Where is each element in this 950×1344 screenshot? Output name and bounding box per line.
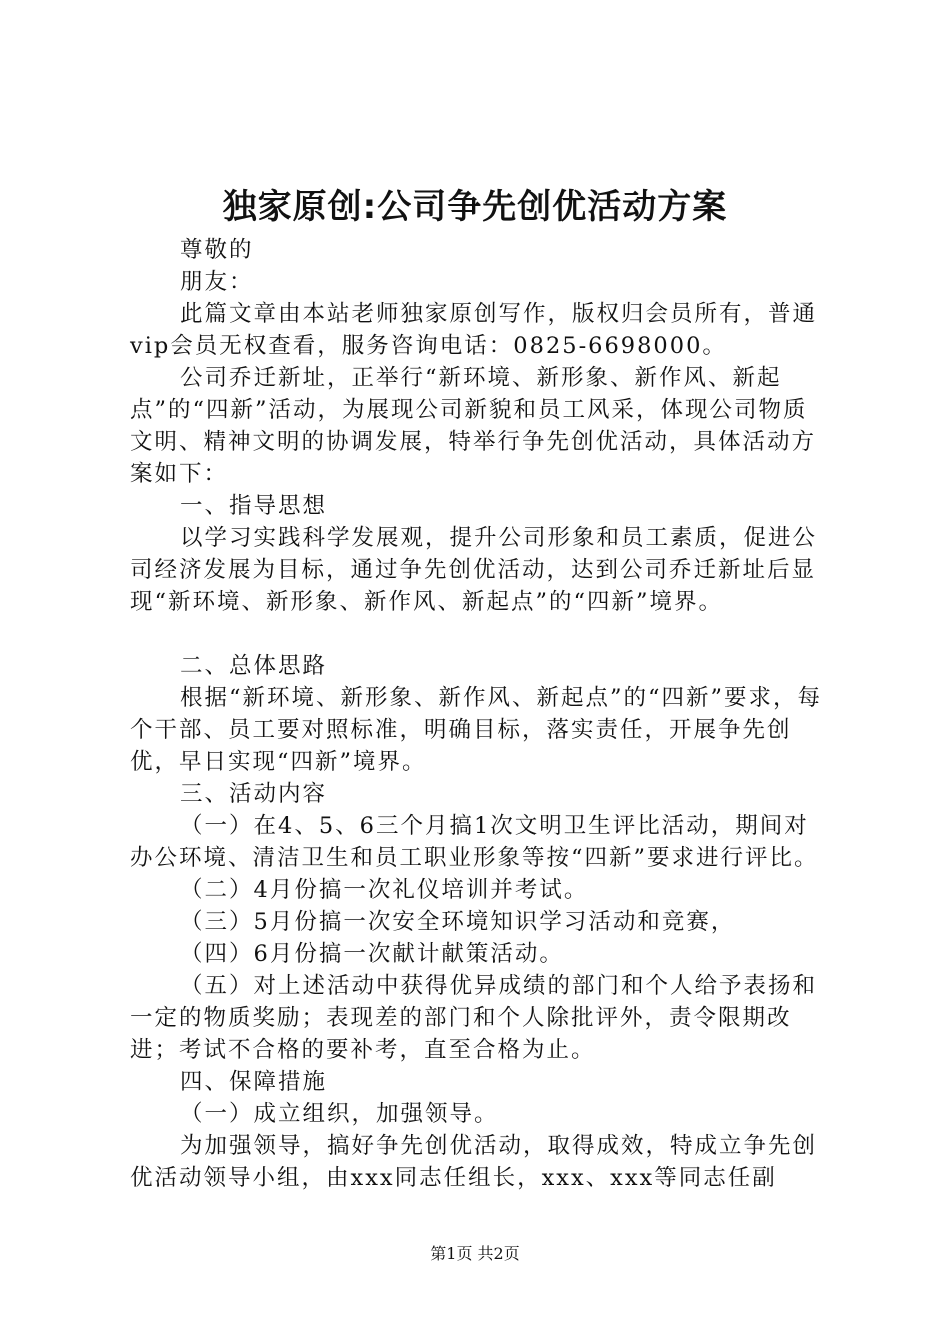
section-3-item: （三）5月份搞一次安全环境知识学习活动和竞赛， xyxy=(180,909,736,935)
section-1-heading: 一、指导思想 xyxy=(180,493,328,519)
section-2-heading: 二、总体思路 xyxy=(180,653,328,679)
section-3-item: （四）6月份搞一次献计献策活动。 xyxy=(180,941,564,967)
section-3-heading: 三、活动内容 xyxy=(180,781,328,807)
section-1-paragraph: 以学习实践科学发展观，提升公司形象和员工素质，促进公司经济发展为目标，通过争先创优活动，达到公司乔迁新址后显现“新环境、新形象、新作风、新起点”的“四新”境界。 xyxy=(130,525,818,615)
section-4-paragraph: 为加强领导，搞好争先创优活动，取得成效，特成立争先创优活动领导小组，由xxx同志任组长，xxx、xxx等同志任副 xyxy=(130,1133,818,1191)
copyright-notice: 此篇文章由本站老师独家原创写作，版权归会员所有，普通vip会员无权查看，服务咨询电话：0825-6698000。 xyxy=(130,301,818,359)
document-body xyxy=(130,234,830,1194)
page-footer: 第1页 共2页 xyxy=(430,1244,520,1263)
salutation-line-2: 朋友： xyxy=(180,269,254,295)
section-3-item: （五）对上述活动中获得优异成绩的部门和个人给予表扬和一定的物质奖励；表现差的部门和个人除批评外，责令限期改进；考试不合格的要补考，直至合格为止。 xyxy=(130,973,818,1063)
section-2-paragraph: 根据“新环境、新形象、新作风、新起点”的“四新”要求，每个干部、员工要对照标准，明确目标，落实责任，开展争先创优，早日实现“四新”境界。 xyxy=(130,685,823,775)
section-4-subheading: （一）成立组织，加强领导。 xyxy=(180,1101,499,1127)
document-title: 独家原创:公司争先创优活动方案 xyxy=(222,187,728,227)
intro-paragraph: 公司乔迁新址，正举行“新环境、新形象、新作风、新起点”的“四新”活动，为展现公司新貌和员工风采，体现公司物质文明、精神文明的协调发展，特举行争先创优活动，具体活动方案如下： xyxy=(130,365,817,487)
paragraph-gap xyxy=(130,618,830,650)
section-3-item: （一）在4、5、6三个月搞1次文明卫生评比活动，期间对办公环境、清洁卫生和员工职业形象等按“四新”要求进行评比。 xyxy=(130,813,819,871)
section-3-item: （二）4月份搞一次礼仪培训并考试。 xyxy=(180,877,589,903)
section-4-heading: 四、保障措施 xyxy=(180,1069,328,1095)
salutation-line-1: 尊敬的 xyxy=(180,237,254,263)
